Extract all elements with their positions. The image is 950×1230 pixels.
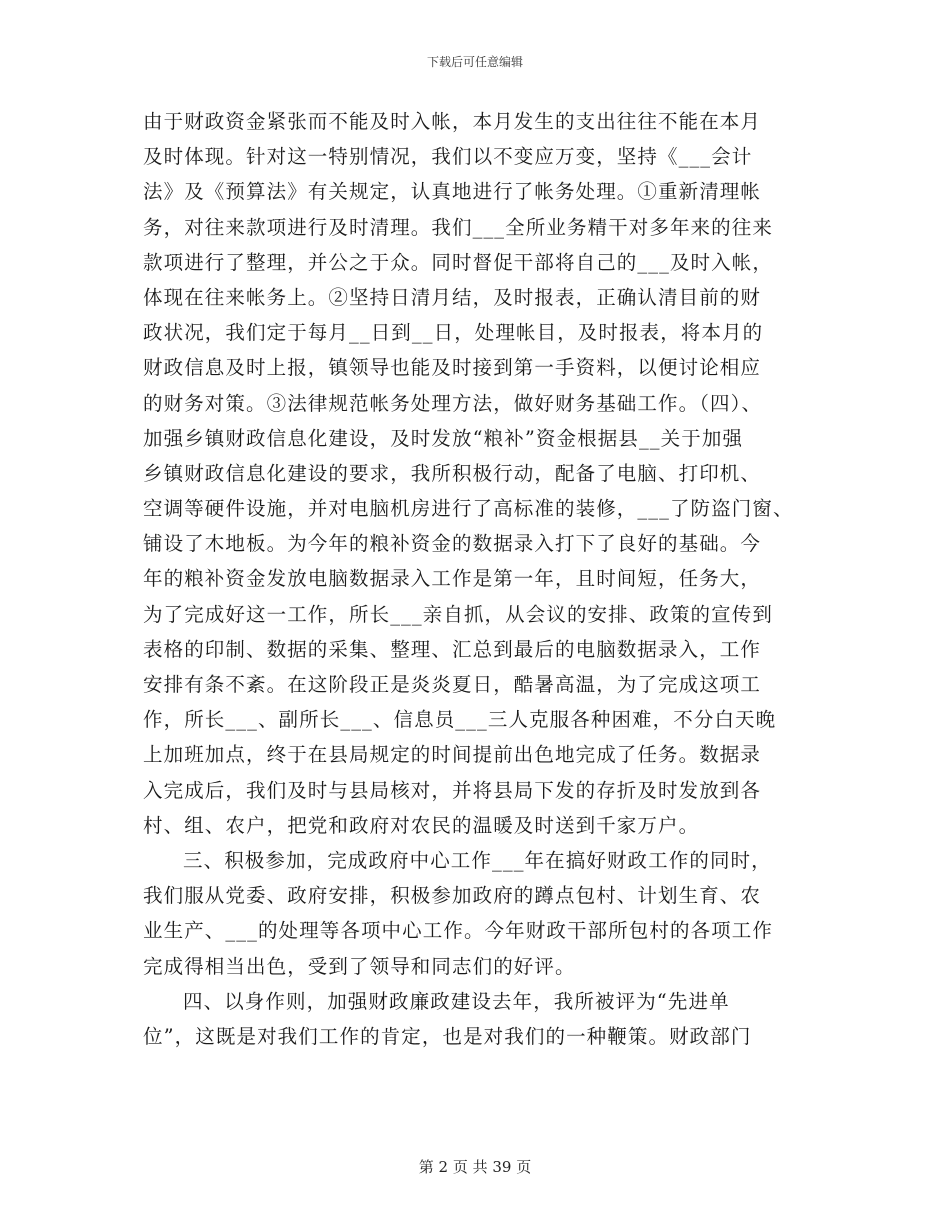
text-line: 法》及《预算法》有关规定，认真地进行了帐务处理。①重新清理帐 — [143, 180, 762, 204]
text-line: 及时体现。针对这一特别情况，我们以不变应万变，坚持《___会计 — [143, 145, 753, 169]
text-line: 作，所长___、副所长___、信息员___三人克服各种困难，不分白天晚 — [143, 708, 777, 732]
text-line: 体现在往来帐务上。②坚持日清月结，及时报表，正确认清目前的财 — [143, 285, 762, 309]
text-line: 业生产、___的处理等各项中心工作。今年财政干部所包村的各项工作 — [143, 919, 773, 943]
page-header-note: 下载后可任意编辑 — [426, 55, 523, 69]
text-line: 务，对往来款项进行及时清理。我们___全所业务精干对多年来的往来 — [143, 215, 773, 239]
text-line: 空调等硬件设施，并对电脑机房进行了高标准的装修，___了防盗门窗、 — [143, 497, 794, 521]
text-line: 年的粮补资金发放电脑数据录入工作是第一年，且时间短，任务大， — [143, 567, 762, 591]
text-line: 表格的印制、数据的采集、整理、汇总到最后的电脑数据录入，工作 — [143, 637, 762, 661]
text-line-paragraph-start: 四、以身作则，加强财政廉政建设去年，我所被评为“先进单 — [183, 989, 730, 1013]
text-line-paragraph-start: 三、积极参加，完成政府中心工作___年在搞好财政工作的同时， — [183, 848, 772, 872]
text-line: 安排有条不紊。在这阶段正是炎炎夏日，酷暑高温，为了完成这项工 — [143, 673, 762, 696]
text-line: 村、组、农户，把党和政府对农民的温暖及时送到千家万户。 — [143, 813, 700, 837]
text-line: 政状况，我们定于每月__日到__日，处理帐目，及时报表，将本月的 — [143, 321, 764, 345]
text-line: 乡镇财政信息化建设的要求，我所积极行动，配备了电脑、打印机、 — [143, 461, 762, 485]
text-line: 财政信息及时上报，镇领导也能及时接到第一手资料，以便讨论相应 — [143, 356, 762, 380]
text-line: 入完成后，我们及时与县局核对，并将县局下发的存折及时发放到各 — [143, 778, 762, 802]
text-line: 上加班加点，终于在县局规定的时间提前出色地完成了任务。数据录 — [143, 743, 762, 767]
text-line: 位”，这既是对我们工作的肯定，也是对我们的一种鞭策。财政部门 — [143, 1024, 752, 1048]
text-line: 加强乡镇财政信息化建设，及时发放“粮补”资金根据县__关于加强 — [143, 426, 744, 450]
document-body — [143, 104, 823, 1054]
text-line: 款项进行了整理，并公之于众。同时督促干部将自己的___及时入帐， — [143, 250, 773, 274]
text-line: 的财务对策。③法律规范帐务处理方法，做好财务基础工作。（四）、 — [143, 391, 763, 415]
text-line: 由于财政资金紧张而不能及时入帐，本月发生的支出往往不能在本月 — [143, 110, 762, 133]
text-line: 为了完成好这一工作，所长___亲自抓，从会议的安排、政策的宣传到 — [143, 602, 773, 626]
text-line: 铺设了木地板。为今年的粮补资金的数据录入打下了良好的基础。今 — [143, 532, 762, 556]
page-number: 第 2 页 共 39 页 — [418, 1158, 532, 1176]
text-line: 完成得相当出色，受到了领导和同志们的好评。 — [143, 954, 576, 978]
text-line: 我们服从党委、政府安排，积极参加政府的蹲点包村、计划生育、农 — [143, 884, 762, 908]
